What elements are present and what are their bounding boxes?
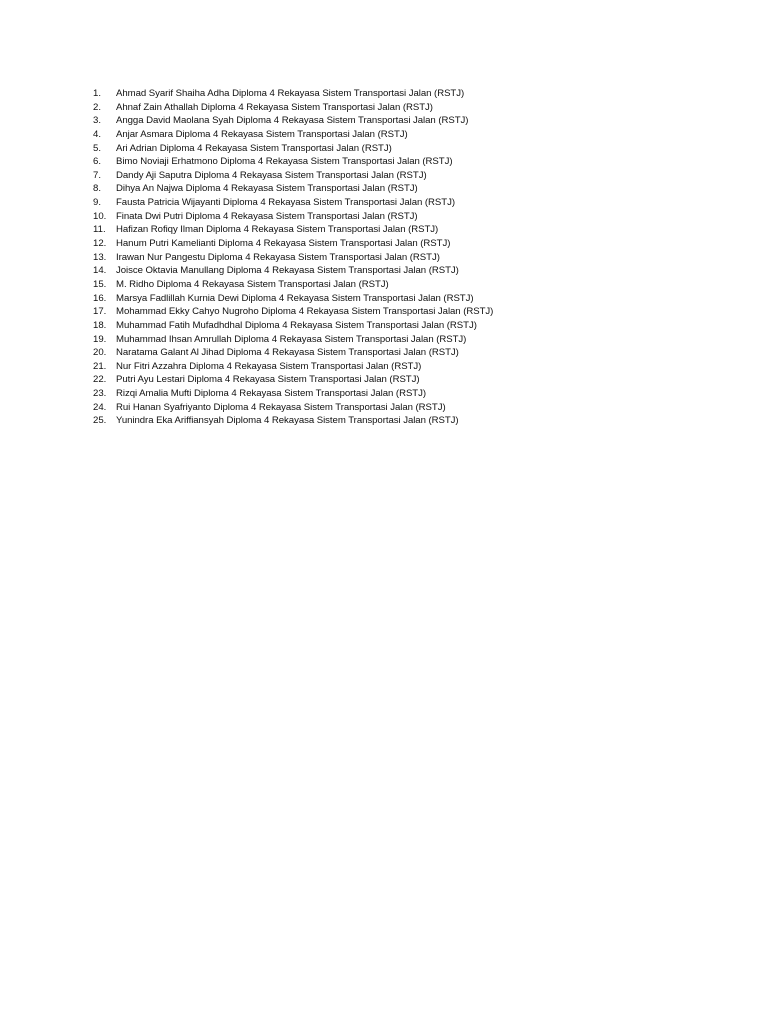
list-item bbox=[93, 182, 493, 196]
item-number: 16. bbox=[93, 292, 107, 304]
list-item bbox=[93, 373, 493, 387]
item-text: Irawan Nur Pangestu Diploma 4 Rekayasa Sistem Transportasi Jalan (RSTJ) bbox=[116, 251, 440, 263]
item-number: 18. bbox=[93, 319, 107, 331]
item-text: Anjar Asmara Diploma 4 Rekayasa Sistem Transportasi Jalan (RSTJ) bbox=[116, 128, 408, 140]
list-item bbox=[93, 128, 493, 142]
item-number: 13. bbox=[93, 251, 107, 263]
item-number: 12. bbox=[93, 238, 107, 250]
list-item bbox=[93, 360, 493, 374]
list-item bbox=[93, 319, 493, 333]
item-number: 5. bbox=[93, 142, 102, 154]
item-text: Dandy Aji Saputra Diploma 4 Rekayasa Sistem Transportasi Jalan (RSTJ) bbox=[116, 169, 427, 181]
student-list bbox=[93, 87, 493, 428]
item-text: Ahnaf Zain Athallah Diploma 4 Rekayasa Sistem Transportasi Jalan (RSTJ) bbox=[116, 101, 433, 113]
item-text: Joisce Oktavia Manullang Diploma 4 Rekayasa Sistem Transportasi Jalan (RSTJ) bbox=[116, 265, 459, 277]
item-number: 22. bbox=[93, 374, 107, 386]
item-text: Finata Dwi Putri Diploma 4 Rekayasa Sistem Transportasi Jalan (RSTJ) bbox=[116, 210, 418, 222]
list-item bbox=[93, 237, 493, 251]
item-number: 25. bbox=[93, 415, 107, 427]
list-item bbox=[93, 333, 493, 347]
item-number: 19. bbox=[93, 333, 107, 345]
list-item bbox=[93, 264, 493, 278]
item-text: Rizqi Amalia Mufti Diploma 4 Rekayasa Sistem Transportasi Jalan (RSTJ) bbox=[116, 388, 427, 400]
list-item bbox=[93, 142, 493, 156]
item-number: 14. bbox=[93, 265, 107, 277]
item-text: Muhammad Fatih Mufadhdhal Diploma 4 Rekayasa Sistem Transportasi Jalan (RSTJ) bbox=[116, 319, 477, 331]
list-item bbox=[93, 292, 493, 306]
item-number: 23. bbox=[93, 388, 107, 400]
item-text: Fausta Patricia Wijayanti Diploma 4 Rekayasa Sistem Transportasi Jalan (RSTJ) bbox=[116, 197, 455, 209]
item-text: Yunindra Eka Ariffiansyah Diploma 4 Rekayasa Sistem Transportasi Jalan (RSTJ) bbox=[116, 415, 459, 427]
list-item bbox=[93, 251, 493, 265]
list-item bbox=[93, 87, 493, 101]
item-text: Dihya An Najwa Diploma 4 Rekayasa Sistem Transportasi Jalan (RSTJ) bbox=[116, 183, 418, 195]
item-number: 2. bbox=[93, 101, 102, 113]
item-number: 6. bbox=[93, 156, 102, 168]
list-item bbox=[93, 305, 493, 319]
list-item bbox=[93, 346, 493, 360]
list-item bbox=[93, 169, 493, 183]
item-text: Angga David Maolana Syah Diploma 4 Rekayasa Sistem Transportasi Jalan (RSTJ) bbox=[116, 115, 469, 127]
item-number: 7. bbox=[93, 169, 102, 181]
list-item bbox=[93, 278, 493, 292]
item-text: Putri Ayu Lestari Diploma 4 Rekayasa Sistem Transportasi Jalan (RSTJ) bbox=[116, 374, 420, 386]
list-item bbox=[93, 223, 493, 237]
item-number: 15. bbox=[93, 278, 107, 290]
item-text: Ahmad Syarif Shaiha Adha Diploma 4 Rekayasa Sistem Transportasi Jalan (RSTJ) bbox=[116, 88, 465, 99]
item-number: 21. bbox=[93, 360, 107, 372]
item-text: Ari Adrian Diploma 4 Rekayasa Sistem Transportasi Jalan (RSTJ) bbox=[116, 142, 392, 154]
list-item bbox=[93, 114, 493, 128]
list-item bbox=[93, 387, 493, 401]
item-text: Rui Hanan Syafriyanto Diploma 4 Rekayasa Sistem Transportasi Jalan (RSTJ) bbox=[116, 401, 446, 413]
item-number: 1. bbox=[93, 88, 102, 99]
list-item bbox=[93, 414, 493, 428]
item-number: 8. bbox=[93, 183, 102, 195]
item-text: Mohammad Ekky Cahyo Nugroho Diploma 4 Rekayasa Sistem Transportasi Jalan (RSTJ) bbox=[116, 306, 494, 318]
item-number: 9. bbox=[93, 197, 102, 209]
list-item bbox=[93, 101, 493, 115]
item-number: 10. bbox=[93, 210, 107, 222]
list-item bbox=[93, 210, 493, 224]
item-text: Bimo Noviaji Erhatmono Diploma 4 Rekayasa Sistem Transportasi Jalan (RSTJ) bbox=[116, 156, 453, 168]
item-text: Hanum Putri Kamelianti Diploma 4 Rekayasa Sistem Transportasi Jalan (RSTJ) bbox=[116, 238, 451, 250]
list-item bbox=[93, 196, 493, 210]
item-text: Hafizan Rofiqy Ilman Diploma 4 Rekayasa Sistem Transportasi Jalan (RSTJ) bbox=[116, 224, 439, 236]
list-item bbox=[93, 155, 493, 169]
item-text: M. Ridho Diploma 4 Rekayasa Sistem Transportasi Jalan (RSTJ) bbox=[116, 278, 389, 290]
item-text: Muhammad Ihsan Amrullah Diploma 4 Rekayasa Sistem Transportasi Jalan (RSTJ) bbox=[116, 333, 467, 345]
item-number: 3. bbox=[93, 115, 102, 127]
item-number: 24. bbox=[93, 401, 107, 413]
item-number: 17. bbox=[93, 306, 107, 318]
item-number: 20. bbox=[93, 347, 107, 359]
item-number: 11. bbox=[93, 224, 106, 236]
item-text: Nur Fitri Azzahra Diploma 4 Rekayasa Sistem Transportasi Jalan (RSTJ) bbox=[116, 360, 422, 372]
list-item bbox=[93, 401, 493, 415]
item-text: Naratama Galant Al Jihad Diploma 4 Rekayasa Sistem Transportasi Jalan (RSTJ) bbox=[116, 347, 459, 359]
item-number: 4. bbox=[93, 128, 102, 140]
item-text: Marsya Fadlillah Kurnia Dewi Diploma 4 Rekayasa Sistem Transportasi Jalan (RSTJ) bbox=[116, 292, 474, 304]
